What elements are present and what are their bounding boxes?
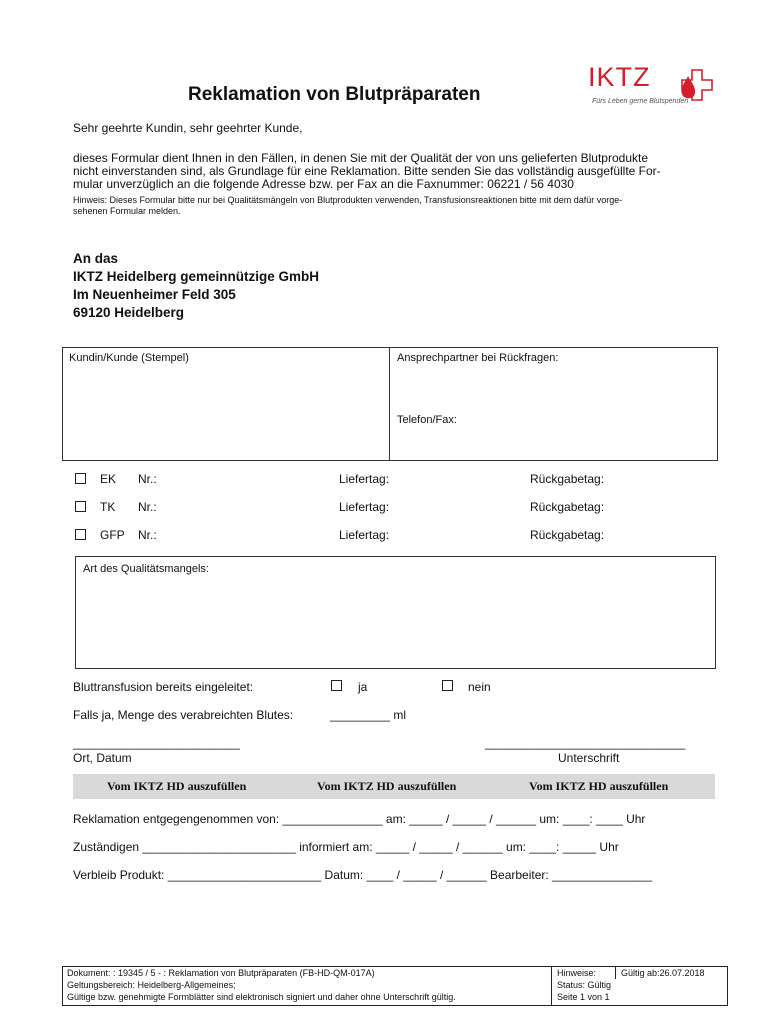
footer-divider-2 — [615, 967, 616, 979]
product-nr-label-tk: Nr.: — [138, 500, 157, 514]
salutation: Sehr geehrte Kundin, sehr geehrter Kunde, — [73, 121, 303, 135]
telefon-fax-label: Telefon/Fax: — [397, 414, 457, 426]
customer-box — [62, 347, 718, 461]
product-type-tk: TK — [100, 500, 116, 514]
verbleib-produkt-line[interactable]: Verbleib Produkt: _______________________ Datum: ____ / _____ / ______ Bearbeiter: _______________ — [73, 868, 653, 882]
logo-text: IKTZ — [588, 62, 651, 92]
product-nr-label-ek: Nr.: — [138, 472, 157, 486]
transfusion-question: Bluttransfusion bereits eingeleitet: — [73, 680, 254, 694]
footer-hinweise: Hinweise: — [557, 968, 597, 978]
rueckgabetag-label-gfp: Rückgabetag: — [530, 528, 605, 542]
iktz-internal-header — [73, 774, 715, 799]
rueckgabetag-label-ek: Rückgabetag: — [530, 472, 605, 486]
product-row-tk — [75, 500, 725, 518]
footer-divider — [551, 967, 552, 1005]
logo-tagline: Fürs Leben gerne Blutspenden — [592, 98, 689, 105]
qualitaetsmangel-label: Art des Qualitätsmangels: — [83, 563, 209, 575]
address-line-2: IKTZ Heidelberg gemeinnützige GmbH — [73, 269, 320, 284]
ort-datum-line[interactable]: _________________________ — [73, 736, 240, 750]
product-type-ek: EK — [100, 472, 117, 486]
menge-label: Falls ja, Menge des verabreichten Blutes: — [73, 708, 294, 722]
liefertag-label-gfp: Liefertag: — [339, 528, 390, 542]
liefertag-label-ek: Liefertag: — [339, 472, 390, 486]
intro-line-2: nicht einverstanden sind, als Grundlage für eine Reklamation. Bitte senden Sie das vollständig ausgefüllte For- — [73, 164, 661, 178]
iktz-band-col-1: Vom IKTZ HD auszufüllen — [107, 779, 247, 793]
telefon-fax-field[interactable] — [393, 428, 713, 456]
liefertag-label-tk: Liefertag: — [339, 500, 390, 514]
address-line-3: Im Neuenheimer Feld 305 — [73, 287, 236, 302]
checkbox-transfusion-ja[interactable] — [331, 680, 342, 691]
kunde-stempel-field[interactable] — [65, 366, 385, 456]
reklamation-entgegengenommen-line[interactable]: Reklamation entgegengenommen von: _______________ am: _____ / _____ / ______ um: ____: ____ Uhr — [73, 812, 646, 826]
address-line-4: 69120 Heidelberg — [73, 305, 185, 320]
zustaendigen-informiert-line[interactable]: Zuständigen _______________________ informiert am: _____ / _____ / ______ um: ____: _____ Uhr — [73, 840, 619, 854]
footer-document: Dokument: : 19345 / 5 - : Reklamation von Blutpräparaten (FB-HD-QM-017A) — [67, 968, 375, 978]
recipient-address — [73, 250, 319, 322]
unterschrift-label: Unterschrift — [558, 751, 620, 765]
iktz-band-col-3: Vom IKTZ HD auszufüllen — [529, 779, 669, 793]
footer-seite: Seite 1 von 1 — [557, 992, 610, 1002]
transfusion-nein-label: nein — [468, 680, 491, 694]
menge-field[interactable]: _________ ml — [330, 708, 407, 722]
product-row-gfp — [75, 528, 725, 546]
product-nr-label-gfp: Nr.: — [138, 528, 157, 542]
iktz-logo — [586, 62, 726, 114]
hint-line-1: Hinweis: Dieses Formular bitte nur bei Qualitätsmängeln von Blutprodukten verwenden, Transfusionsreaktionen bitte mit dem dafür vorge- — [73, 195, 623, 205]
checkbox-ek[interactable] — [75, 473, 86, 484]
footer-gueltig-ab: Gültig ab:26.07.2018 — [621, 968, 705, 978]
rueckgabetag-label-tk: Rückgabetag: — [530, 500, 605, 514]
intro-line-1: dieses Formular dient Ihnen in den Fällen, in denen Sie mit der Qualität der von uns gelieferten Blutprodukte — [73, 151, 649, 165]
checkbox-tk[interactable] — [75, 501, 86, 512]
kunde-stempel-label: Kundin/Kunde (Stempel) — [69, 352, 189, 364]
qualitaetsmangel-box[interactable] — [75, 556, 716, 669]
transfusion-ja-label: ja — [358, 680, 368, 694]
checkbox-gfp[interactable] — [75, 529, 86, 540]
intro-line-3: mular unverzüglich an die folgende Adresse bzw. per Fax an die Faxnummer: 06221 / 56 4030 — [73, 177, 574, 191]
hint-line-2: sehenen Formular melden. — [73, 206, 181, 216]
footer-geltungsbereich: Geltungsbereich: Heidelberg-Allgemeines; — [67, 980, 236, 990]
unterschrift-line[interactable]: ______________________________ — [485, 736, 686, 750]
checkbox-transfusion-nein[interactable] — [442, 680, 453, 691]
ansprechpartner-field[interactable] — [393, 366, 713, 406]
ansprechpartner-label: Ansprechpartner bei Rückfragen: — [397, 352, 559, 364]
ort-datum-label: Ort, Datum — [73, 751, 132, 765]
page-title: Reklamation von Blutpräparaten — [188, 84, 481, 105]
customer-box-divider — [389, 348, 390, 460]
address-line-1: An das — [73, 251, 119, 266]
document-footer — [62, 966, 728, 1006]
iktz-band-col-2: Vom IKTZ HD auszufüllen — [317, 779, 457, 793]
footer-gueltig-note: Gültige bzw. genehmigte Formblätter sind elektronisch signiert und daher ohne Unterschrift gültig. — [67, 992, 456, 1002]
product-row-ek — [75, 472, 725, 490]
footer-status: Status: Gültig — [557, 980, 612, 990]
product-type-gfp: GFP — [100, 528, 125, 542]
